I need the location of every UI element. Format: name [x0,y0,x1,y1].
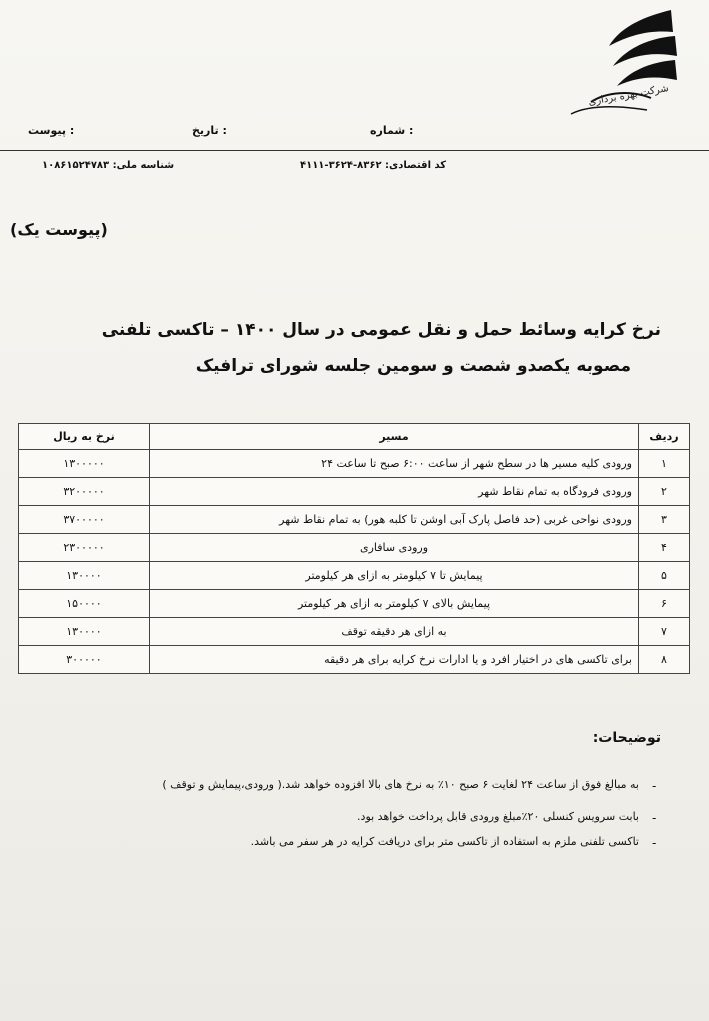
row-number: ۲ [639,478,690,506]
row-number: ۵ [639,562,690,590]
bullet-dash: - [652,836,657,850]
header-row-number: ردیف [639,424,690,450]
notes-title: توضیحات: [592,730,661,746]
row-number: ۱ [639,450,690,478]
header-route: مسیر [150,424,639,450]
row-route: پیمایش بالای ۷ کیلومتر به ازای هر کیلومتر [150,590,639,618]
row-route: برای تاکسی های در اختیار افرد و یا ادارات نرخ کرایه برای هر دقیقه [150,646,639,674]
row-price: ۱۳۰۰۰۰ [19,618,150,646]
row-route: پیمایش تا ۷ کیلومتر به ازای هر کیلومتر [150,562,639,590]
table-row [19,618,690,646]
table-header-row [19,424,690,450]
bullet-dash: - [652,811,657,825]
attachment-title: (پیوست یک) [10,220,108,239]
table-row [19,478,690,506]
row-route: ورودی کلیه مسیر ها در سطح شهر از ساعت ۶:۰۰ صبح تا ساعت ۲۴ [150,450,639,478]
table-row [19,562,690,590]
fare-table [18,423,690,674]
row-route: ورودی نواحی غربی (حد فاصل پارک آبی اوشن تا کلبه هور) به تمام نقاط شهر [150,506,639,534]
row-price: ۳۷۰۰۰۰۰ [19,506,150,534]
row-number: ۸ [639,646,690,674]
row-number: ۷ [639,618,690,646]
table-row [19,534,690,562]
row-route: ورودی سافاری [150,534,639,562]
bullet-dash: - [652,779,657,793]
document-title: نرخ کرایه وسائط حمل و نقل عمومی در سال ۱۴۰۰ – تاکسی تلفنی [101,320,661,340]
logo-caption: شرکت بهره برداری [587,83,670,108]
company-logo [551,6,681,126]
table-row [19,590,690,618]
national-id: شناسه ملی: ۱۰۸۶۱۵۲۴۷۸۳ [42,160,175,171]
note-item: به مبالغ فوق از ساعت ۲۴ لغایت ۶ صبح ۱۰٪ به نرخ های بالا افزوده خواهد شد.( ورودی،پیمایش و توقف ) [162,778,639,791]
row-price: ۱۳۰۰۰۰۰ [19,450,150,478]
row-number: ۶ [639,590,690,618]
row-price: ۳۲۰۰۰۰۰ [19,478,150,506]
note-item: بابت سرویس کنسلی ۲۰٪مبلغ ورودی قابل پرداخت خواهد بود. [357,810,639,823]
document-subtitle: مصوبه یکصدو شصت و سومین جلسه شورای ترافیک [195,356,631,376]
table-row [19,646,690,674]
row-number: ۴ [639,534,690,562]
row-price: ۳۰۰۰۰۰ [19,646,150,674]
row-number: ۳ [639,506,690,534]
attachment-field-label: پیوست : [28,124,75,137]
row-route: به ازای هر دقیقه توقف [150,618,639,646]
row-price: ۱۵۰۰۰۰ [19,590,150,618]
header-divider [0,150,709,151]
note-item: تاکسی تلفنی ملزم به استفاده از تاکسی متر برای دریافت کرایه در هر سفر می باشد. [250,835,639,848]
number-field-label: شماره : [370,124,414,137]
row-route: ورودی فرودگاه به تمام نقاط شهر [150,478,639,506]
row-price: ۲۳۰۰۰۰۰ [19,534,150,562]
table-row [19,506,690,534]
table-row [19,450,690,478]
row-price: ۱۳۰۰۰۰ [19,562,150,590]
economic-code: کد اقتصادی: ۸۳۶۲-۳۶۲۴-۴۱۱۱ [300,160,447,171]
date-field-label: تاریخ : [192,124,227,137]
header-price: نرخ به ریال [19,424,150,450]
